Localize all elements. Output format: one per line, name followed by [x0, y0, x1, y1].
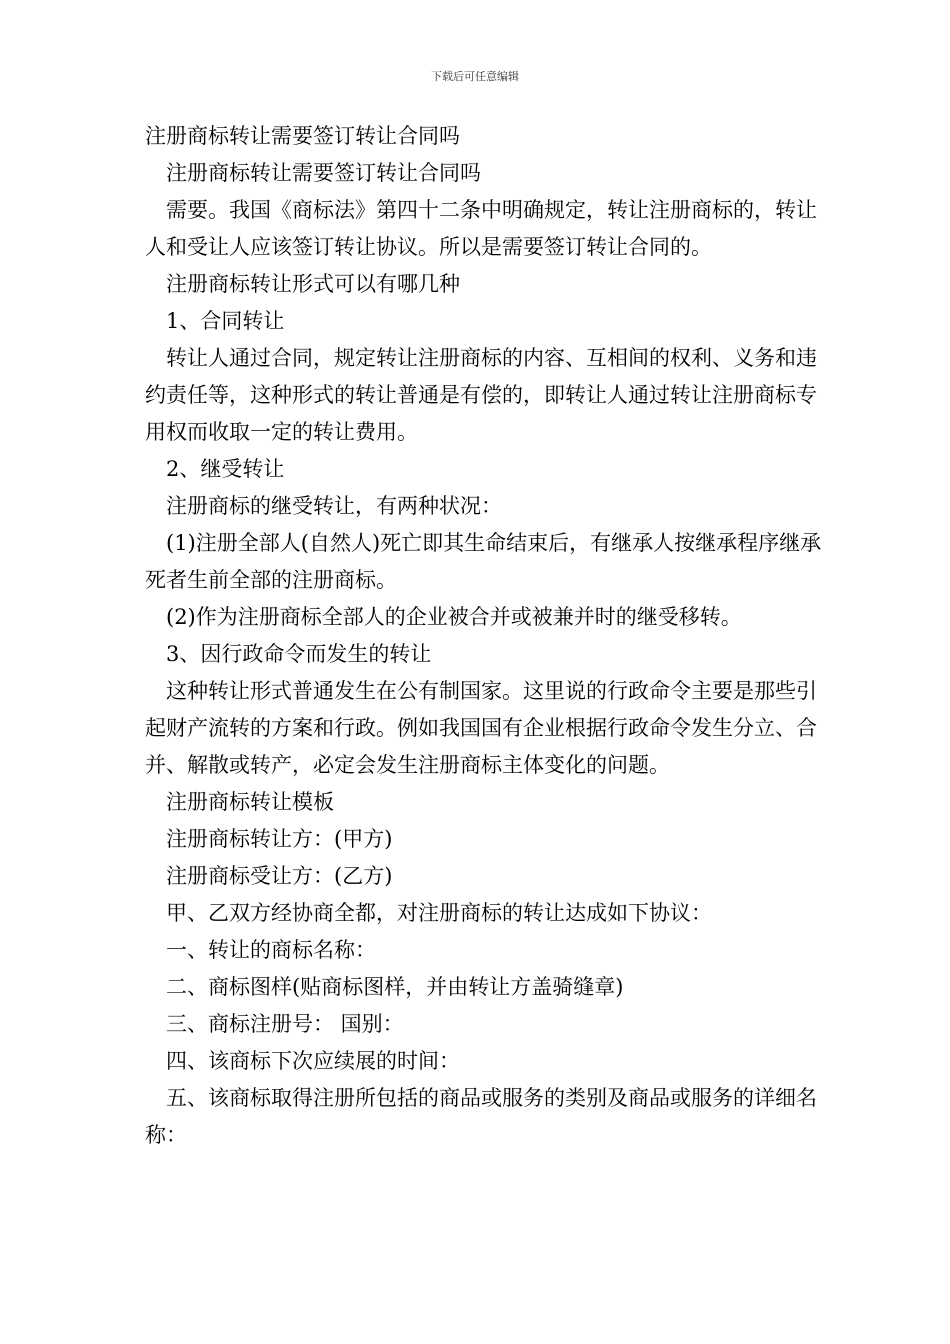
paragraph: 甲、乙双方经协商全都，对注册商标的转让达成如下协议： — [166, 901, 712, 925]
paragraph: 注册商标转让形式可以有哪几种 — [166, 272, 460, 296]
paragraph: 转让人通过合同，规定转让注册商标的内容、互相间的权利、义务和违约责任等，这种形式的转让普通是有偿的，即转让人通过转让注册商标专用权而收取一定的转让费用。 — [145, 346, 817, 444]
paragraph: 五、该商标取得注册所包括的商品或服务的类别及商品或服务的详细名称： — [145, 1086, 817, 1147]
paragraph: 需要。我国《商标法》第四十二条中明确规定，转让注册商标的，转让人和受让人应该签订转让协议。所以是需要签订转让合同的。 — [145, 198, 817, 259]
paragraph: 注册商标的继受转让，有两种状况： — [166, 494, 502, 518]
paragraph: 1、合同转让 — [166, 309, 285, 333]
document-body — [145, 118, 825, 1154]
paragraph: 注册商标转让模板 — [166, 790, 334, 814]
paragraph: 注册商标受让方：(乙方) — [166, 864, 393, 888]
paragraph: 四、该商标下次应续展的时间： — [166, 1049, 460, 1073]
document-title: 注册商标转让需要签订转让合同吗 — [145, 124, 460, 148]
paragraph: 3、因行政命令而发生的转让 — [166, 642, 432, 666]
paragraph: 注册商标转让方：(甲方) — [166, 827, 393, 851]
paragraph: 三、商标注册号： 国别： — [166, 1012, 404, 1036]
paragraph: (1)注册全部人(自然人)死亡即其生命结束后，有继承人按继承程序继承死者生前全部的注册商标。 — [145, 531, 822, 592]
page-header-note: 下载后可任意编辑 — [431, 70, 519, 83]
paragraph: 2、继受转让 — [166, 457, 285, 481]
paragraph: 这种转让形式普通发生在公有制国家。这里说的行政命令主要是那些引起财产流转的方案和行政。例如我国国有企业根据行政命令发生分立、合并、解散或转产，必定会发生注册商标主体变化的问题。 — [145, 679, 817, 777]
paragraph: 一、转让的商标名称： — [166, 938, 376, 962]
paragraph: 二、商标图样(贴商标图样，并由转让方盖骑缝章) — [166, 975, 624, 999]
paragraph: 注册商标转让需要签订转让合同吗 — [166, 161, 481, 185]
paragraph: (2)作为注册商标全部人的企业被合并或被兼并时的继受移转。 — [166, 605, 742, 629]
